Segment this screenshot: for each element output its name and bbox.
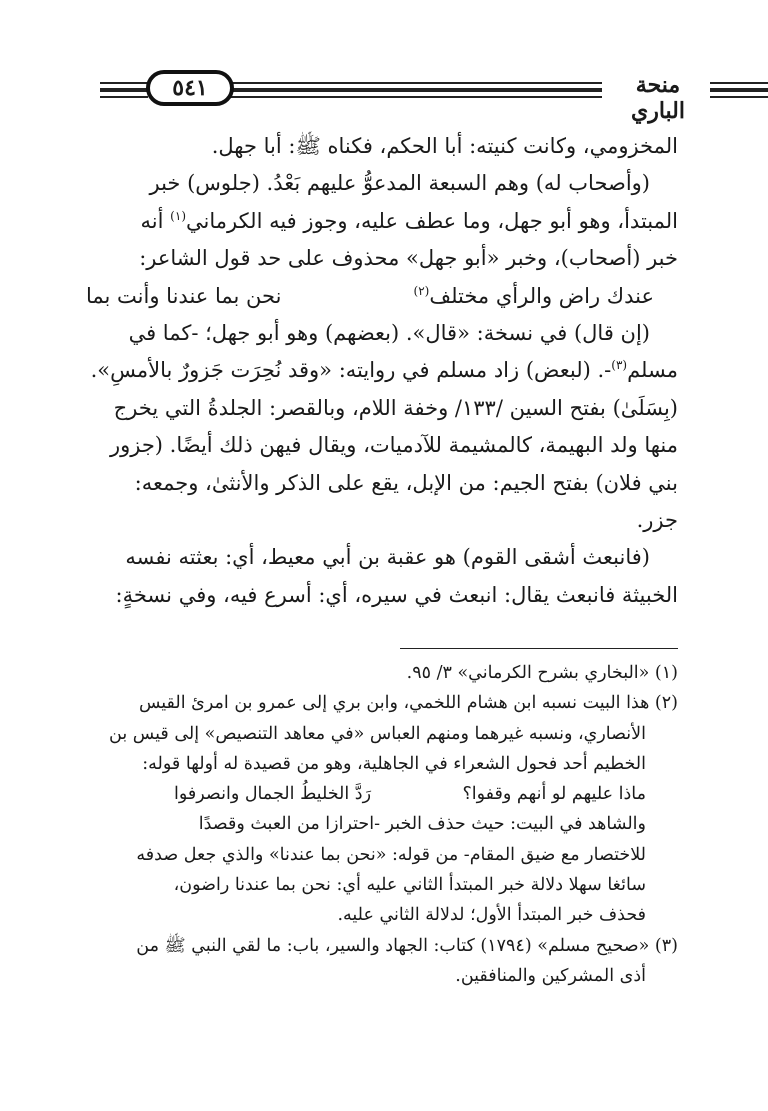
text-segment: أنه: [140, 208, 164, 233]
footnote-separator: [400, 648, 678, 649]
footnote-2-line: فحذف خبر المبتدأ الأول؛ لدلالة الثاني عليه.: [337, 905, 646, 926]
footnote-2: (٢) هذا البيت نسبه ابن هشام اللخمي، وابن بري إلى عمرو بن امرئ القيس: [138, 693, 678, 714]
text-segment: المبتدأ، وهو أبو جهل، وما عطف عليه، وجوز فيه الكرماني: [186, 208, 678, 233]
footnotes: [86, 658, 678, 991]
text-line: [86, 203, 678, 240]
header-rule: [230, 96, 602, 98]
verse-line: [86, 278, 678, 315]
text-line: المخزومي، وكانت كنيته: أبا الحكم، فكناه ﷺ: أبا جهل.: [211, 134, 678, 158]
footnote-verse-second: ماذا عليهم لو أنهم وقفوا؟: [462, 784, 646, 805]
text-segment: عندك راض والرأي مختلف: [429, 283, 654, 308]
footnote-3: (٣) «صحيح مسلم» (١٧٩٤) كتاب: الجهاد والسير، باب: ما لقي النبي ﷺ من: [136, 935, 678, 956]
header-rule: [100, 88, 148, 92]
text-line: (بِسَلَىٰ) بفتح السين /١٣٣/ وخفة اللام، وبالقصر: الجلدةُ التي يخرج: [113, 395, 678, 420]
page-number: ٥٤١: [172, 75, 208, 101]
footnote-verse: [86, 779, 678, 809]
footnote-2-line: والشاهد في البيت: حيث حذف الخبر -احترازا من العبث وقصدًا: [198, 814, 646, 835]
text-line: (إن قال) في نسخة: «قال». (بعضهم) وهو أبو جهل؛ -كما في: [128, 321, 650, 346]
text-line: (فانبعث أشقى القوم) هو عقبة بن أبي معيط، أي: بعثته نفسه: [125, 545, 650, 570]
header-rule: [100, 96, 148, 98]
header-rule: [230, 82, 602, 84]
running-title: منحة الباري: [630, 72, 685, 124]
text-segment: -. (لبعض) زاد مسلم في روايته: «وقد نُحِرَت جَزورٌ بالأمسِ».: [90, 358, 612, 383]
footnote-marker: (١): [170, 208, 186, 223]
page-header: [100, 70, 685, 124]
text-line: (وأصحاب له) وهم السبعة المدعوُّ عليهم بَعْدُ. (جلوس) خبر: [149, 171, 650, 196]
header-rule: [230, 88, 602, 92]
main-text: [86, 128, 678, 614]
header-rule: [710, 82, 768, 84]
footnote-2-line: الخطيم أحد فحول الشعراء في الجاهلية، وهو من قصيدة له أولها قوله:: [142, 753, 646, 774]
footnote-2-line: سائغا سهلا دلالة خبر المبتدأ الثاني عليه أي: نحن بما عندنا راضون،: [173, 875, 646, 896]
footnote-verse-first: رَدَّ الخليطُ الجمال وانصرفوا: [174, 784, 372, 805]
text-line: جزر.: [636, 508, 678, 533]
header-rule: [710, 88, 768, 92]
page-number-badge: [146, 70, 234, 106]
text-segment: مسلم: [627, 358, 678, 383]
footnote-1: (١) «البخاري بشرح الكرماني» ٣/ ٩٥.: [406, 663, 678, 683]
text-line: منها ولد البهيمة، كالمشيمة للآدميات، ويقال فيهن ذلك أيضًا. (جزور: [109, 433, 678, 458]
header-rule: [710, 96, 768, 98]
footnote-2-line: الأنصاري، ونسبه غيرهما ومنهم العباس «في معاهد التنصيص» إلى قيس بن: [109, 723, 646, 744]
verse-first-hemistich: نحن بما عندنا وأنت بما: [86, 283, 282, 308]
footnote-marker: (٣): [611, 358, 628, 373]
footnote-2-line: للاختصار مع ضيق المقام- من قوله: «نحن بما عندنا» والذي جعل صدفه: [136, 844, 646, 865]
text-line: [86, 352, 678, 389]
text-line: خبر (أصحاب)، وخبر «أبو جهل» محذوف على حد قول الشاعر:: [139, 246, 678, 271]
text-line: الخبيثة فانبعث يقال: انبعث في سيره، أي: أسرع فيه، وفي نسخةٍ:: [115, 582, 678, 607]
footnote-3-line: أذى المشركين والمنافقين.: [455, 965, 646, 986]
header-rule: [100, 82, 148, 84]
verse-second-hemistich: [414, 278, 654, 315]
text-line: بني فلان) بفتح الجيم: من الإبل، يقع على الذكر والأنثىٰ، وجمعه:: [134, 470, 678, 495]
footnote-marker: (٢): [413, 283, 430, 298]
